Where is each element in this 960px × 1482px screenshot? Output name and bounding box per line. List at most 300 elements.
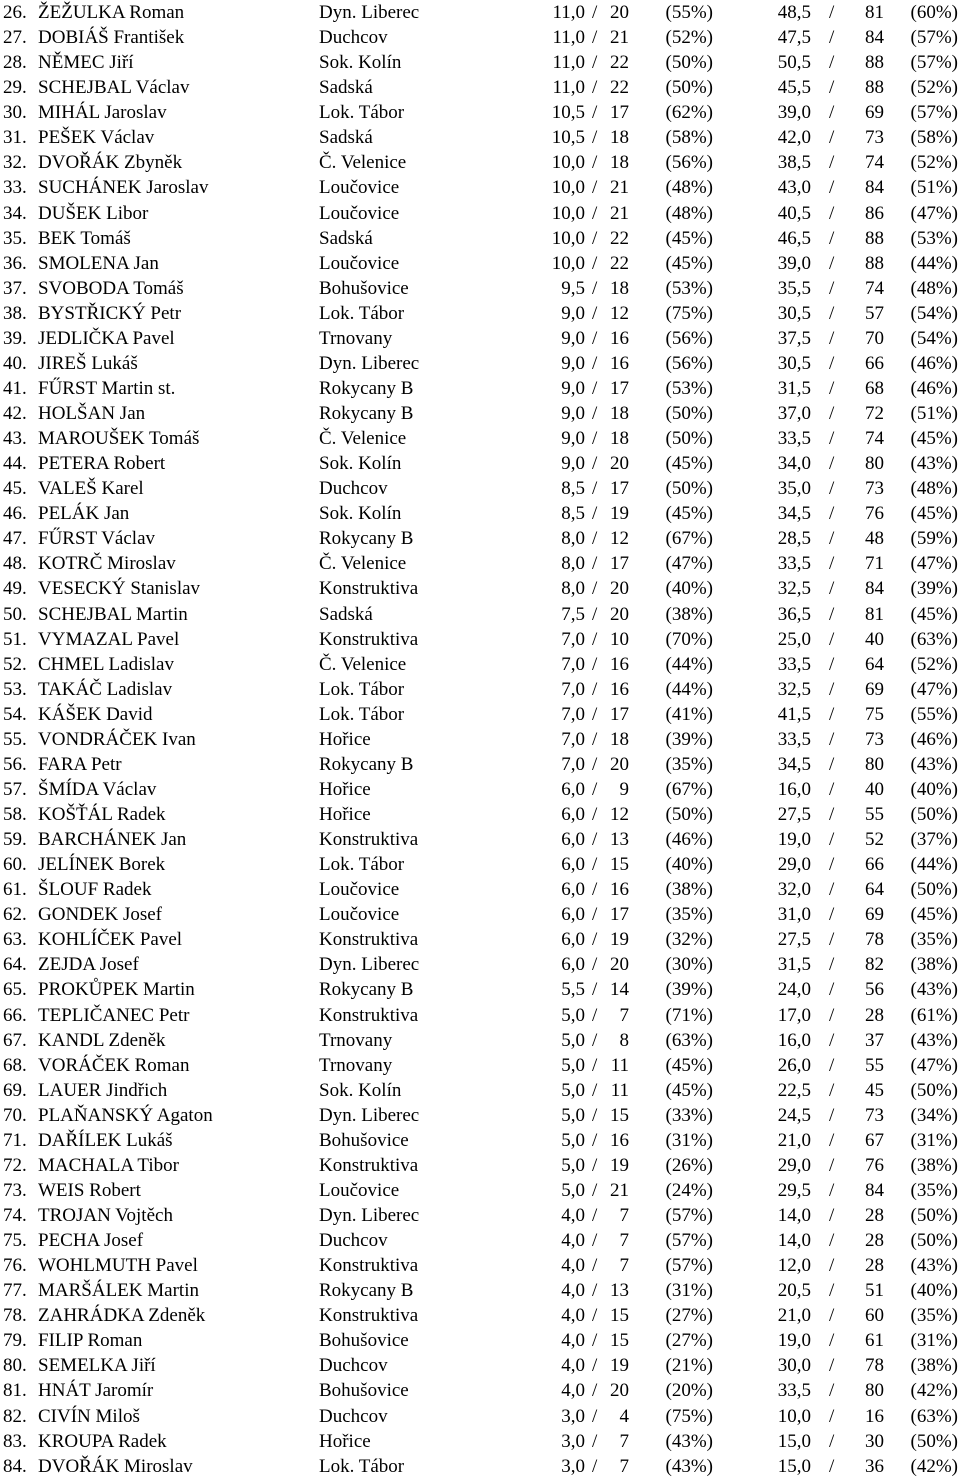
player-name-cell: KOHLÍČEK Pavel [38,929,183,951]
club-cell: Sok. Kolín [319,52,402,74]
table-row [0,175,960,200]
points-cell: 5,5 [561,979,585,1001]
total-percent-cell: (58%) [910,127,958,149]
games-cell: 12 [610,804,629,825]
total-games-cell: 84 [865,177,884,199]
rank-cell: 70. [3,1104,27,1126]
player-name-cell: PECHA Josef [38,1230,144,1252]
percent-cell: (48%) [665,177,713,199]
percent-cell: (71%) [665,1004,713,1026]
percent-cell: (44%) [665,678,713,700]
separator: / [829,1205,835,1226]
total-games-cell: 73 [865,478,884,500]
percent-cell: (35%) [665,753,713,775]
games-cell: 15 [610,1330,629,1352]
total-games-cell: 71 [865,553,884,575]
points-cell: 11,0 [552,27,585,49]
table-row [0,1053,960,1078]
total-percent-cell: (43%) [910,753,958,775]
club-cell: Dyn. Liberec [319,954,420,976]
total-points-cell: 14,0 [777,1205,811,1226]
points-cell: 8,0 [561,578,585,600]
separator: / [829,703,835,725]
separator: / [829,753,835,775]
club-cell: Dyn. Liberec [319,352,420,374]
games-cell: 17 [610,478,629,500]
total-points-cell: 35,5 [777,277,811,299]
total-points-cell: 33,5 [777,653,811,675]
percent-cell: (31%) [665,1280,713,1302]
total-points-cell: 29,0 [777,1154,811,1176]
table-row [0,276,960,301]
total-points-cell: 31,5 [777,954,811,976]
percent-cell: (75%) [665,302,713,324]
total-percent-cell: (45%) [910,603,958,625]
games-cell: 22 [610,252,629,274]
total-percent-cell: (59%) [910,528,958,550]
separator: / [829,804,835,825]
percent-cell: (67%) [665,778,713,800]
points-cell: 4,0 [561,1380,585,1402]
club-cell: Sok. Kolín [319,503,402,525]
percent-cell: (50%) [665,804,713,825]
total-points-cell: 21,0 [777,1305,811,1327]
total-percent-cell: (63%) [910,628,958,650]
total-points-cell: 16,0 [777,1029,811,1051]
percent-cell: (48%) [665,202,713,224]
club-cell: Č. Velenice [319,553,407,575]
separator: / [592,929,598,951]
points-cell: 4,0 [561,1280,585,1302]
separator: / [829,829,835,851]
player-name-cell: DUŠEK Libor [38,202,149,224]
table-row [0,1103,960,1128]
points-cell: 11,0 [552,52,585,74]
rank-cell: 67. [3,1029,27,1051]
table-row [0,827,960,852]
total-games-cell: 86 [865,202,884,224]
percent-cell: (56%) [665,352,713,374]
separator: / [592,829,598,851]
table-row [0,1203,960,1228]
total-points-cell: 12,0 [777,1255,811,1277]
points-cell: 10,0 [551,152,585,174]
percent-cell: (27%) [665,1305,713,1327]
games-cell: 19 [610,929,629,951]
player-name-cell: FŰRST Martin st. [38,377,176,399]
separator: / [829,1054,835,1076]
player-name-cell: PETERA Robert [38,453,166,475]
points-cell: 9,5 [561,277,585,299]
table-row [0,877,960,902]
rank-cell: 31. [3,127,27,149]
player-name-cell: BEK Tomáš [38,227,131,249]
points-cell: 4,0 [561,1205,585,1226]
percent-cell: (39%) [665,728,713,750]
percent-cell: (62%) [665,102,713,124]
games-cell: 11 [610,1079,629,1101]
percent-cell: (43%) [665,1430,713,1452]
separator: / [829,453,835,475]
total-points-cell: 47,5 [777,27,811,49]
separator: / [592,528,598,550]
games-cell: 17 [610,102,629,124]
table-row [0,1228,960,1253]
points-cell: 7,0 [561,703,585,725]
total-games-cell: 70 [865,327,884,349]
table-row [0,1253,960,1278]
rank-cell: 77. [3,1280,27,1302]
points-cell: 4,0 [561,1355,585,1377]
separator: / [592,352,598,374]
separator: / [592,904,598,926]
total-points-cell: 29,5 [777,1179,811,1201]
table-row [0,1404,960,1429]
club-cell: Bohušovice [319,1380,409,1402]
player-name-cell: BARCHÁNEK Jan [38,829,187,851]
points-cell: 6,0 [561,929,585,951]
points-cell: 10,0 [551,227,585,249]
percent-cell: (50%) [665,77,713,99]
games-cell: 20 [610,2,629,23]
total-percent-cell: (47%) [910,553,958,575]
percent-cell: (50%) [665,403,713,424]
percent-cell: (67%) [665,528,713,550]
total-games-cell: 66 [865,352,884,374]
games-cell: 21 [610,202,629,224]
games-cell: 19 [610,1154,629,1176]
points-cell: 9,0 [561,453,585,475]
separator: / [829,302,835,324]
total-points-cell: 40,5 [777,202,811,224]
separator: / [592,804,598,825]
separator: / [592,553,598,575]
total-games-cell: 28 [865,1205,884,1226]
club-cell: Konstruktiva [319,1154,419,1176]
separator: / [592,1205,598,1226]
total-games-cell: 80 [865,753,884,775]
club-cell: Hořice [319,1430,371,1452]
table-row [0,902,960,927]
player-name-cell: DVOŘÁK Miroslav [38,1455,193,1477]
total-points-cell: 33,5 [777,1380,811,1402]
rank-cell: 62. [3,904,27,926]
total-games-cell: 72 [865,403,884,424]
separator: / [592,1405,598,1427]
points-cell: 7,0 [561,653,585,675]
points-cell: 9,0 [561,377,585,399]
games-cell: 20 [610,954,629,976]
percent-cell: (26%) [665,1154,713,1176]
separator: / [829,52,835,74]
total-percent-cell: (39%) [910,578,958,600]
table-row [0,351,960,376]
percent-cell: (40%) [665,854,713,876]
total-percent-cell: (43%) [910,979,958,1001]
points-cell: 5,0 [561,1054,585,1076]
club-cell: Rokycany B [319,979,414,1001]
rank-cell: 79. [3,1330,27,1352]
games-cell: 19 [610,503,629,525]
table-row [0,702,960,727]
points-cell: 10,0 [551,252,585,274]
total-percent-cell: (35%) [910,1179,958,1201]
total-percent-cell: (44%) [910,854,958,876]
total-percent-cell: (52%) [910,653,958,675]
separator: / [829,327,835,349]
table-row [0,1078,960,1103]
rank-cell: 33. [3,177,27,199]
percent-cell: (33%) [665,1104,713,1126]
table-row [0,1353,960,1378]
rank-cell: 45. [3,478,27,500]
games-cell: 7 [619,1455,629,1477]
games-cell: 4 [619,1405,629,1427]
rank-cell: 73. [3,1179,27,1201]
total-points-cell: 25,0 [777,628,811,650]
points-cell: 10,5 [551,102,585,124]
player-name-cell: WOHLMUTH Pavel [38,1255,198,1277]
points-cell: 8,0 [561,528,585,550]
total-games-cell: 69 [865,102,884,124]
total-games-cell: 40 [865,628,884,650]
games-cell: 18 [610,127,629,149]
separator: / [592,102,598,124]
separator: / [829,1405,835,1427]
player-name-cell: ŽEŽULKA Roman [38,2,185,23]
points-cell: 6,0 [561,804,585,825]
total-percent-cell: (45%) [910,428,958,450]
total-games-cell: 55 [865,804,884,825]
games-cell: 15 [610,1305,629,1327]
total-percent-cell: (46%) [910,352,958,374]
table-row [0,777,960,802]
player-name-cell: VALEŠ Karel [38,478,144,500]
total-points-cell: 32,5 [777,578,811,600]
separator: / [592,52,598,74]
player-name-cell: NĚMEC Jiří [38,52,134,74]
total-games-cell: 57 [865,302,884,324]
total-points-cell: 16,0 [777,778,811,800]
total-points-cell: 37,5 [777,327,811,349]
total-percent-cell: (60%) [910,2,958,23]
player-name-cell: KOTRČ Miroslav [38,553,176,575]
table-row [0,25,960,50]
total-percent-cell: (48%) [910,478,958,500]
total-points-cell: 29,0 [777,854,811,876]
player-name-cell: DVOŘÁK Zbyněk [38,152,183,174]
total-points-cell: 28,5 [777,528,811,550]
player-name-cell: TAKÁČ Ladislav [38,678,173,700]
games-cell: 21 [610,1179,629,1201]
total-points-cell: 27,5 [777,804,811,825]
rank-cell: 28. [3,52,27,74]
table-row [0,576,960,601]
separator: / [829,578,835,600]
percent-cell: (31%) [665,1129,713,1151]
games-cell: 18 [610,428,629,450]
percent-cell: (21%) [665,1355,713,1377]
percent-cell: (39%) [665,979,713,1001]
separator: / [592,227,598,249]
total-points-cell: 41,5 [777,703,811,725]
points-cell: 3,0 [561,1430,585,1452]
separator: / [592,428,598,450]
table-row [0,426,960,451]
rank-cell: 44. [3,453,27,475]
total-games-cell: 61 [865,1330,884,1352]
total-games-cell: 74 [865,152,884,174]
percent-cell: (45%) [665,1054,713,1076]
points-cell: 9,0 [561,302,585,324]
table-row [0,602,960,627]
table-row [0,476,960,501]
separator: / [829,377,835,399]
total-points-cell: 24,0 [777,979,811,1001]
separator: / [829,403,835,424]
rank-cell: 60. [3,854,27,876]
separator: / [592,302,598,324]
total-games-cell: 75 [865,703,884,725]
total-points-cell: 31,0 [777,904,811,926]
total-games-cell: 74 [865,277,884,299]
player-name-cell: MAROUŠEK Tomáš [38,428,200,450]
club-cell: Rokycany B [319,377,414,399]
total-percent-cell: (47%) [910,678,958,700]
player-name-cell: WEIS Robert [38,1179,141,1201]
player-name-cell: CIVÍN Miloš [38,1405,140,1427]
games-cell: 9 [619,778,629,800]
player-name-cell: ŠLOUF Radek [38,879,152,901]
player-name-cell: SEMELKA Jiří [38,1355,156,1377]
rank-cell: 72. [3,1154,27,1176]
total-percent-cell: (50%) [910,1430,958,1452]
total-games-cell: 88 [865,227,884,249]
rank-cell: 66. [3,1004,27,1026]
club-cell: Sadská [319,77,373,99]
total-percent-cell: (38%) [910,954,958,976]
player-name-cell: TEPLIČANEC Petr [38,1004,190,1026]
points-cell: 6,0 [561,854,585,876]
rank-cell: 35. [3,227,27,249]
points-cell: 9,0 [561,327,585,349]
games-cell: 18 [610,728,629,750]
separator: / [592,1129,598,1151]
separator: / [829,979,835,1001]
games-cell: 16 [610,352,629,374]
player-name-cell: MIHÁL Jaroslav [38,102,167,124]
separator: / [829,628,835,650]
percent-cell: (41%) [665,703,713,725]
club-cell: Konstruktiva [319,1305,419,1327]
total-games-cell: 51 [865,1280,884,1302]
player-name-cell: PLAŇANSKÝ Agaton [38,1104,213,1126]
points-cell: 3,0 [561,1405,585,1427]
separator: / [592,403,598,424]
table-row [0,1003,960,1028]
total-games-cell: 40 [865,778,884,800]
total-games-cell: 30 [865,1430,884,1452]
separator: / [829,127,835,149]
total-percent-cell: (31%) [910,1330,958,1352]
total-points-cell: 34,0 [777,453,811,475]
club-cell: Lok. Tábor [319,102,405,124]
total-points-cell: 22,5 [777,1079,811,1101]
percent-cell: (45%) [665,453,713,475]
total-games-cell: 81 [865,2,884,23]
rank-cell: 76. [3,1255,27,1277]
separator: / [592,778,598,800]
separator: / [829,202,835,224]
separator: / [592,202,598,224]
total-points-cell: 43,0 [777,177,811,199]
total-points-cell: 32,0 [777,879,811,901]
total-percent-cell: (47%) [910,202,958,224]
percent-cell: (27%) [665,1330,713,1352]
separator: / [592,954,598,976]
total-points-cell: 34,5 [777,503,811,525]
total-games-cell: 69 [865,904,884,926]
total-points-cell: 10,0 [777,1405,811,1427]
rank-cell: 48. [3,553,27,575]
player-name-cell: ŠMÍDA Václav [38,778,157,800]
club-cell: Hořice [319,778,371,800]
club-cell: Dyn. Liberec [319,1205,420,1226]
club-cell: Lok. Tábor [319,302,405,324]
player-name-cell: FILIP Roman [38,1330,143,1352]
separator: / [829,603,835,625]
club-cell: Trnovany [319,1054,393,1076]
total-percent-cell: (57%) [910,27,958,49]
total-games-cell: 78 [865,1355,884,1377]
total-games-cell: 73 [865,728,884,750]
separator: / [829,77,835,99]
separator: / [592,728,598,750]
total-percent-cell: (50%) [910,804,958,825]
separator: / [829,1330,835,1352]
total-games-cell: 84 [865,1179,884,1201]
separator: / [592,1054,598,1076]
percent-cell: (35%) [665,904,713,926]
total-percent-cell: (42%) [910,1455,958,1477]
points-cell: 5,0 [561,1004,585,1026]
total-games-cell: 56 [865,979,884,1001]
games-cell: 21 [610,177,629,199]
games-cell: 12 [610,528,629,550]
total-points-cell: 21,0 [777,1129,811,1151]
points-cell: 6,0 [561,879,585,901]
games-cell: 17 [610,553,629,575]
games-cell: 21 [610,27,629,49]
club-cell: Loučovice [319,1179,400,1201]
games-cell: 15 [610,1104,629,1126]
total-percent-cell: (47%) [910,1054,958,1076]
total-points-cell: 26,0 [777,1054,811,1076]
rank-cell: 43. [3,428,27,450]
rank-cell: 83. [3,1430,27,1452]
separator: / [829,1129,835,1151]
separator: / [829,352,835,374]
separator: / [592,1079,598,1101]
separator: / [592,177,598,199]
percent-cell: (47%) [665,553,713,575]
games-cell: 7 [619,1430,629,1452]
total-games-cell: 82 [865,954,884,976]
total-games-cell: 76 [865,503,884,525]
rank-cell: 37. [3,277,27,299]
rank-cell: 36. [3,252,27,274]
separator: / [829,27,835,49]
